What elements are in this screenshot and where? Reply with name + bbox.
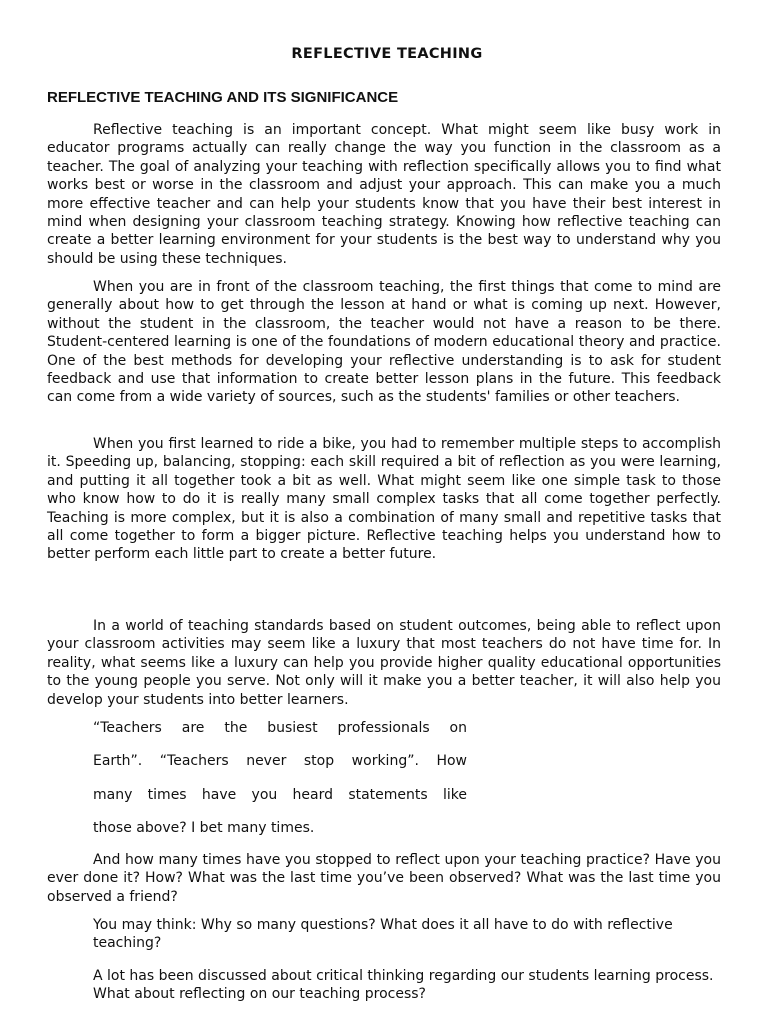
quote-line-2: Earth”. “Teachers never stop working”. How [93,753,467,769]
quote-line-1: “Teachers are the busiest professionals on [93,720,467,736]
quote-line-3: many times have you heard statements like [93,787,467,803]
document-title: REFLECTIVE TEACHING [291,46,483,62]
paragraph-2: When you are in front of the classroom teaching, the first things that come to mind are generally about how to get through the lesson at hand or what is coming up next. However, without the student in the classroom, the teacher would not have a reason to be there. Student-centered learning is one of the foundations of modern educational theory and practice. One of the best methods for developing your reflective understanding is to ask for student feedback and use that information to create better lesson plans in the future. This feedback can come from a wide variety of sources, such as the students' families or other teachers. [47,279,721,406]
paragraph-3: When you first learned to ride a bike, you had to remember multiple steps to accomplish it. Speeding up, balancing, stopping: each skill required a bit of reflection as you were learning, and putting it all together took a bit as well. What might seem like one simple task to those who know how to do it is really many small complex tasks that all come together perfectly. Teaching is more complex, but it is also a combination of many small and repetitive tasks that all come together to form a bigger picture. Reflective teaching helps you understand how to better perform each little part to create a better future. [47,436,721,563]
section-heading: REFLECTIVE TEACHING AND ITS SIGNIFICANCE [47,89,399,106]
paragraph-1: Reflective teaching is an important concept. What might seem like busy work in educator programs actually can really change the way you function in the classroom as a teacher. The goal of analyzing your teaching with reflection specifically allows you to find what works best or worse in the classroom and adjust your approach. This can make you a much more effective teacher and can help your students know that you have their best interest in mind when designing your classroom teaching strategy. Knowing how reflective teaching can create a better learning environment for your students is the best way to understand why you should be using these techniques. [47,122,721,267]
questions-paragraph: And how many times have you stopped to reflect upon your teaching practice? Have you ever done it? How? What was the last time you’ve been observed? What was the last time you observed a friend? [47,852,721,905]
critical-thinking-paragraph: A lot has been discussed about critical thinking regarding our students learning process. What about reflecting on our teaching process? [93,968,714,1003]
think-paragraph: You may think: Why so many questions? What does it all have to do with reflective teaching? [93,917,673,952]
quote-line-4: those above? I bet many times. [93,820,315,836]
paragraph-4: In a world of teaching standards based on student outcomes, being able to reflect upon your classroom activities may seem like a luxury that most teachers do not have time for. In reality, what seems like a luxury can help you provide higher quality educational opportunities to the young people you serve. Not only will it make you a better teacher, it will also help you develop your students into better learners. [47,618,721,708]
